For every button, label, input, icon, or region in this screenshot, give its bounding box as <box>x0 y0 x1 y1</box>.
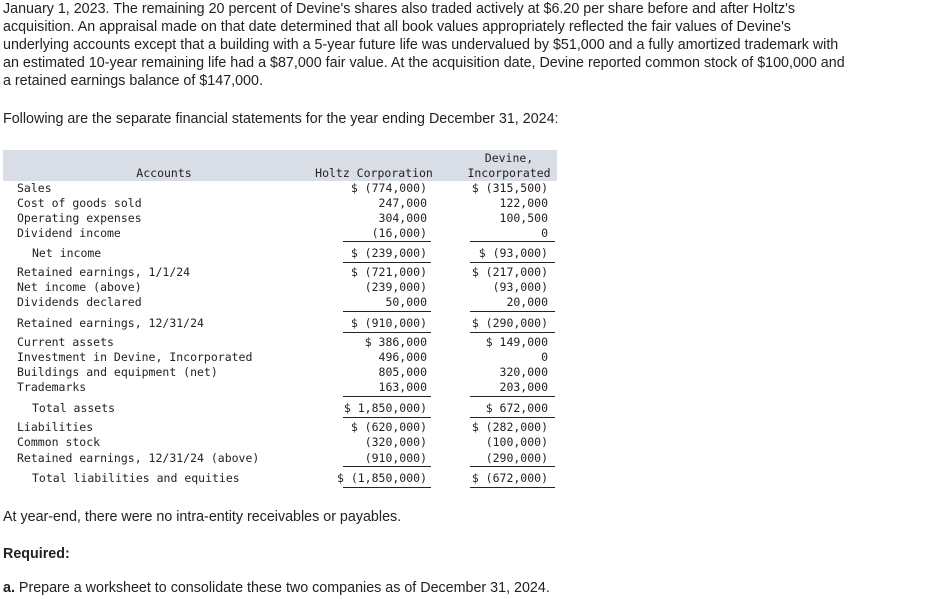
devine-value: 320,000 <box>499 365 548 379</box>
devine-value: 0 <box>541 350 548 364</box>
devine-value: $ 149,000 <box>485 335 548 349</box>
holtz-value: 805,000 <box>378 365 427 379</box>
devine-value: 122,000 <box>499 196 548 210</box>
row-label: Common stock <box>17 435 101 449</box>
total-rule <box>470 417 555 418</box>
row-label: Dividends declared <box>17 295 142 309</box>
intro-line: acquisition. An appraisal made on that date determined that all book values appropriately reflected the fair values of Devine's <box>3 19 791 36</box>
row-label: Total assets <box>32 401 116 415</box>
holtz-value: (239,000) <box>364 280 427 294</box>
devine-value: $ (282,000) <box>471 420 548 434</box>
row-label: Retained earnings, 1/1/24 <box>17 265 191 279</box>
header-devine-line2: Incorporated <box>467 166 551 180</box>
devine-value: $ (290,000) <box>471 316 548 330</box>
intro-line: January 1, 2023. The remaining 20 percent of Devine's shares also traded actively at $6.20 per share before and after Holtz's <box>3 1 795 17</box>
holtz-value: $ (774,000) <box>350 181 427 195</box>
holtz-value: (16,000) <box>371 226 427 240</box>
devine-value: (93,000) <box>492 280 548 294</box>
row-label: Total liabilities and equities <box>32 471 240 485</box>
holtz-value: $ (620,000) <box>350 420 427 434</box>
row-label: Dividend income <box>17 226 121 240</box>
devine-value: $ (217,000) <box>471 265 548 279</box>
holtz-value: $ 1,850,000) <box>343 401 427 415</box>
devine-value: (100,000) <box>485 435 548 449</box>
subtotal-rule <box>470 241 555 242</box>
subtotal-rule <box>343 466 431 467</box>
part-a-text: Prepare a worksheet to consolidate these two companies as of December 31, 2024. <box>14 580 550 596</box>
financial-statements-table <box>3 150 557 488</box>
holtz-value: 50,000 <box>385 295 427 309</box>
total-rule <box>470 332 555 333</box>
subtotal-rule <box>343 241 431 242</box>
total-rule <box>470 262 555 263</box>
row-label: Retained earnings, 12/31/24 (above) <box>17 451 260 465</box>
intro-line: underlying accounts except that a building with a 5-year future life was undervalued by $51,000 and a fully amortized trademark with <box>3 37 839 54</box>
row-label: Buildings and equipment (net) <box>17 365 218 379</box>
devine-value: 100,500 <box>499 211 548 225</box>
part-a-letter: a. <box>3 580 15 596</box>
row-label: Trademarks <box>17 380 87 394</box>
header-accounts: Accounts <box>136 166 192 180</box>
header-devine-line1: Devine, <box>484 151 534 165</box>
total-rule <box>343 262 431 263</box>
intro-line: a retained earnings balance of $147,000. <box>3 73 263 90</box>
subtotal-rule <box>470 466 555 467</box>
intro-line: an estimated 10-year remaining life had a $87,000 fair value. At the acquisition date, Devine reported common stock of $100,000 and <box>3 55 845 72</box>
row-label: Investment in Devine, Incorporated <box>17 350 253 364</box>
holtz-value: 247,000 <box>378 196 427 210</box>
intra-entity-note: At year-end, there were no intra-entity receivables or payables. <box>3 509 402 525</box>
holtz-value: 163,000 <box>378 380 427 394</box>
row-label: Cost of goods sold <box>17 196 142 210</box>
row-label: Liabilities <box>17 420 94 434</box>
subtotal-rule <box>470 311 555 312</box>
row-label: Net income <box>32 246 102 260</box>
row-label: Sales <box>17 181 52 195</box>
total-rule <box>343 417 431 418</box>
subtotal-rule <box>343 396 431 397</box>
row-label: Current assets <box>17 335 114 349</box>
holtz-value: $ (1,850,000) <box>336 471 427 485</box>
row-label: Net income (above) <box>17 280 142 294</box>
required-part-a <box>3 580 550 596</box>
devine-value: (290,000) <box>485 451 548 465</box>
devine-value: 0 <box>541 226 548 240</box>
subtotal-rule <box>470 396 555 397</box>
devine-value: 20,000 <box>506 295 548 309</box>
holtz-value: $ 386,000 <box>364 335 427 349</box>
devine-value: $ (315,500) <box>471 181 548 195</box>
devine-value: 203,000 <box>499 380 548 394</box>
holtz-value: $ (721,000) <box>350 265 427 279</box>
subtotal-rule <box>343 311 431 312</box>
devine-value: $ (93,000) <box>478 246 548 260</box>
devine-value: $ (672,000) <box>471 471 548 485</box>
header-holtz: Holtz Corporation <box>315 166 433 180</box>
holtz-value: (320,000) <box>364 435 427 449</box>
devine-value: $ 672,000 <box>485 401 548 415</box>
required-heading: Required: <box>3 546 70 562</box>
holtz-value: 496,000 <box>378 350 427 364</box>
total-rule <box>343 487 431 488</box>
holtz-value: (910,000) <box>364 451 427 465</box>
holtz-value: $ (910,000) <box>350 316 427 330</box>
total-rule <box>343 332 431 333</box>
row-label: Retained earnings, 12/31/24 <box>17 316 204 330</box>
holtz-value: 304,000 <box>378 211 427 225</box>
row-label: Operating expenses <box>17 211 142 225</box>
holtz-value: $ (239,000) <box>350 246 427 260</box>
problem-intro-paragraph <box>3 0 933 90</box>
total-rule <box>470 487 555 488</box>
statements-intro: Following are the separate financial statements for the year ending December 31, 2024: <box>3 111 559 127</box>
